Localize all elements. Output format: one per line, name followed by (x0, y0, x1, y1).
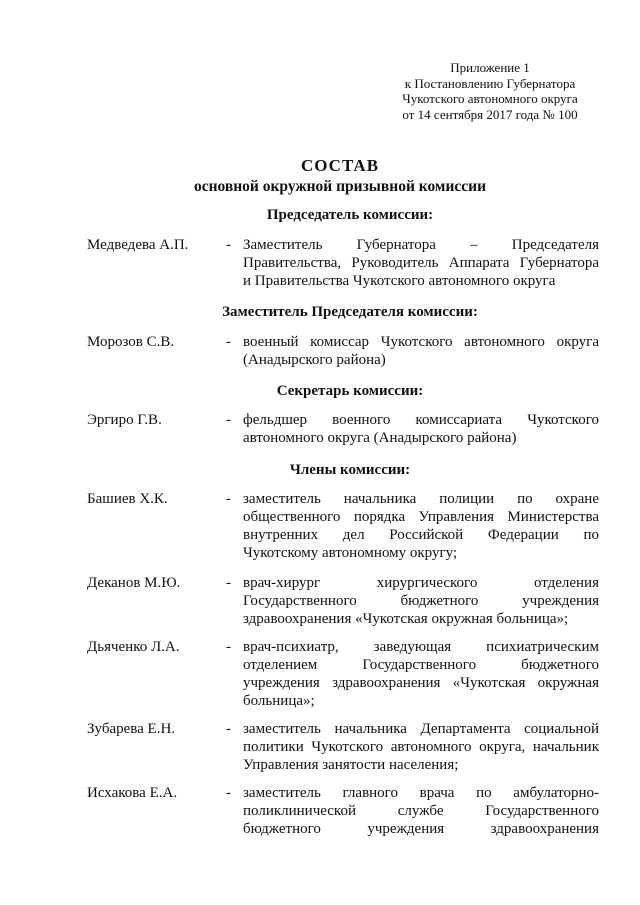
role-line: внутренних дел Российской Федерации по (243, 527, 599, 543)
role-line: Заместитель Губернатора – Председателя (243, 237, 599, 253)
member-name: Эргиро Г.В. (87, 412, 162, 428)
member-role (243, 638, 599, 710)
member-name: Дьяченко Л.А. (87, 639, 180, 655)
role-line: Управления занятости населения; (243, 757, 459, 773)
annex-line-3: Чукотского автономного округа (402, 91, 578, 106)
role-line: фельдшер военного комиссариата Чукотского (243, 412, 599, 428)
role-line: (Анадырского района) (243, 352, 386, 368)
annex-line-1: Приложение 1 (450, 60, 530, 75)
role-line: бюджетного учреждения здравоохранения (243, 821, 599, 837)
dash: - (226, 334, 231, 350)
member-name: Исхакова Е.А. (87, 785, 178, 801)
title-sub: основной окружной призывной комиссии (193, 178, 487, 195)
role-line: и Правительства Чукотского автономного округа (243, 273, 556, 289)
role-line: заместитель начальника Департамента социальной (243, 721, 599, 737)
role-line: врач-хирург хирургического отделения (243, 575, 599, 591)
member-role (243, 236, 599, 290)
member-role (243, 411, 599, 447)
role-line: заместитель начальника полиции по охране (243, 491, 599, 507)
member-role (243, 720, 599, 774)
member-name: Деканов М.Ю. (87, 575, 181, 591)
role-line: Чукотскому автономному округу; (243, 545, 458, 561)
role-line: больница»; (243, 693, 315, 709)
member-role (243, 784, 599, 838)
role-line: заместитель главного врача по амбулаторно- (243, 785, 599, 801)
document-title (0, 155, 640, 197)
dash: - (226, 575, 231, 591)
role-line: здравоохранения «Чукотская окружная больница»; (243, 611, 569, 627)
member-role (243, 333, 599, 369)
dash: - (226, 785, 231, 801)
member-name: Медведева А.П. (87, 237, 189, 253)
role-line: Правительства, Руководитель Аппарата Губернатора (243, 255, 599, 271)
annex-line-4: от 14 сентября 2017 года № 100 (402, 106, 578, 122)
section-members: Члены комиссии: (289, 462, 411, 478)
role-line: учреждения здравоохранения «Чукотская окружная (243, 675, 599, 691)
member-name: Зубарева Е.Н. (87, 721, 176, 737)
dash: - (226, 721, 231, 737)
dash: - (226, 639, 231, 655)
dash: - (226, 491, 231, 507)
section-deputy: Заместитель Председателя комиссии: (222, 304, 478, 320)
section-secretary: Секретарь комиссии: (276, 383, 424, 399)
dash: - (226, 237, 231, 253)
role-line: политики Чукотского автономного округа, начальник (243, 739, 599, 755)
role-line: общественного порядка Управления Министерства (243, 509, 599, 525)
member-role (243, 490, 599, 562)
annex-block (380, 60, 600, 122)
role-line: военный комиссар Чукотского автономного округа (243, 334, 599, 350)
role-line: поликлинической службе Государственного (243, 803, 599, 819)
member-role (243, 574, 599, 628)
member-name: Башиев Х.К. (87, 491, 168, 507)
role-line: отделением Государственного бюджетного (243, 657, 599, 673)
section-chair: Председатель комиссии: (266, 207, 434, 223)
dash: - (226, 412, 231, 428)
annex-line-2: к Постановлению Губернатора (404, 75, 576, 91)
role-line: автономного округа (Анадырского района) (243, 430, 517, 446)
member-name: Морозов С.В. (87, 334, 175, 350)
title-main: СОСТАВ (300, 156, 380, 175)
role-line: врач-психиатр, заведующая психиатрическим (243, 639, 599, 655)
role-line: Государственного бюджетного учреждения (243, 593, 599, 609)
